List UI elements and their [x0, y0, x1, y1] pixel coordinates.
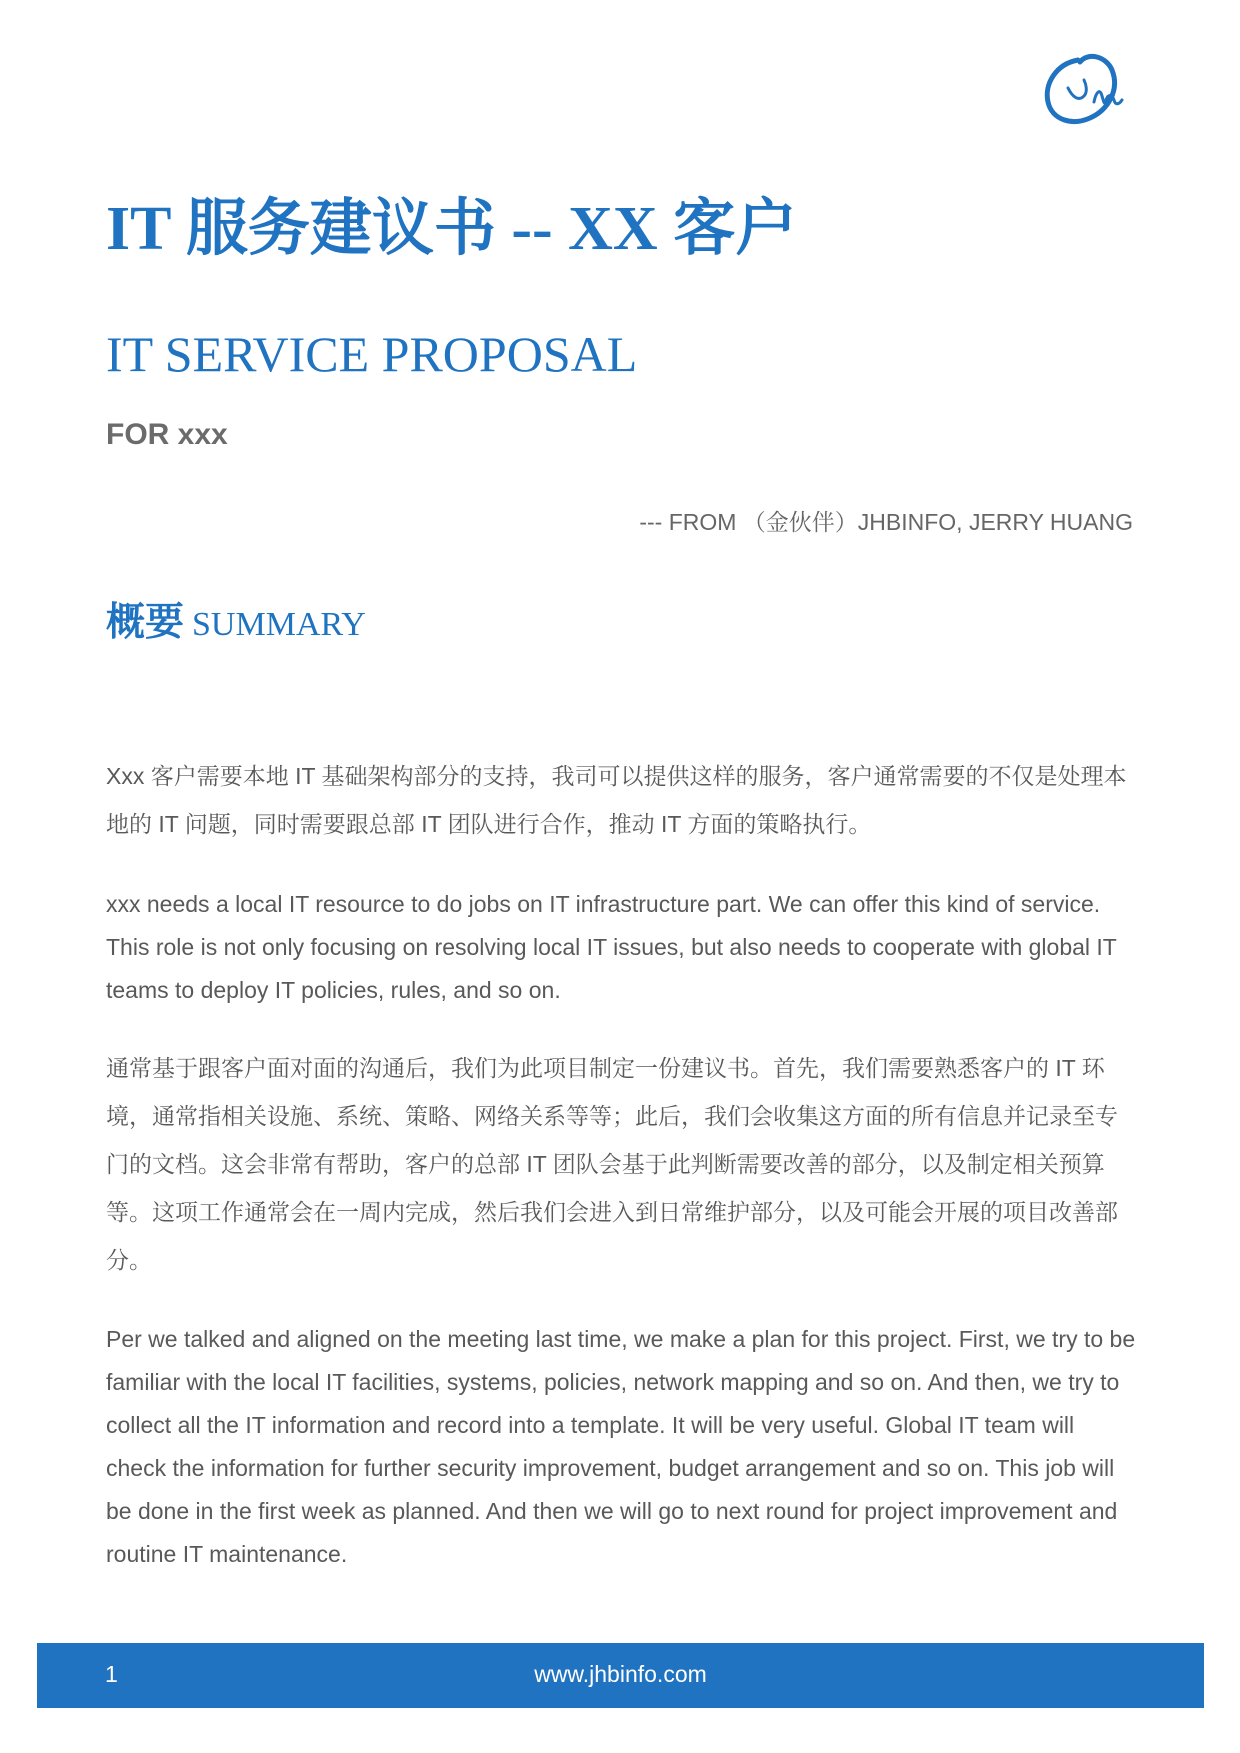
summary-paragraph-en-2: Per we talked and aligned on the meeting last time, we make a plan for this project. First, we try to be familiar with the local IT facilities, systems, policies, network mapping and so on. And then, we try to collect all the IT information and record into a template. It will be very useful. Global IT team will check the information for further security improvement, budget arrangement and so on. This job will be done in the first week as planned. And then we will go to next round for project improvement and routine IT maintenance. — [106, 1326, 1136, 1567]
summary-paragraph-cn-1: Xxx 客户需要本地 IT 基础架构部分的支持，我司可以提供这样的服务，客户通常需要的不仅是处理本地的 IT 问题，同时需要跟总部 IT 团队进行合作，推动 IT 方面的策略执行。 — [106, 763, 1127, 837]
summary-paragraph-cn-2: 通常基于跟客户面对面的沟通后，我们为此项目制定一份建议书。首先，我们需要熟悉客户的 IT 环境，通常指相关设施、系统、策略、网络关系等等；此后，我们会收集这方面的所有信息并记录至专门的文档。这会非常有帮助，客户的总部 IT 团队会基于此判断需要改善的部分，以及制定相关预算等。这项工作通常会在一周内完成，然后我们会进入到日常维护部分，以及可能会开展的项目改善部分。 — [106, 1055, 1118, 1273]
summary-heading — [106, 600, 366, 645]
footer-url-link[interactable]: www.jhbinfo.com — [534, 1661, 707, 1687]
summary-heading-english: SUMMARY — [192, 606, 366, 643]
jhbinfo-logo-icon — [1038, 40, 1146, 132]
summary-paragraph-en-1: xxx needs a local IT resource to do jobs on IT infrastructure part. We can offer this kind of service. This role is not only focusing on resolving local IT issues, but also needs to cooperate with global IT teams to deploy IT policies, rules, and so on. — [106, 891, 1117, 1003]
page-footer — [37, 1643, 1204, 1708]
document-title-chinese: IT 服务建议书 -- XX 客户 — [106, 195, 798, 263]
page-number: 1 — [105, 1661, 118, 1687]
document-title-english: IT SERVICE PROPOSAL — [106, 326, 638, 382]
author-line: --- FROM （金伙伴）JHBINFO, JERRY HUANG — [639, 509, 1133, 535]
summary-heading-chinese: 概要 — [106, 600, 185, 645]
client-line: FOR xxx — [106, 418, 228, 451]
